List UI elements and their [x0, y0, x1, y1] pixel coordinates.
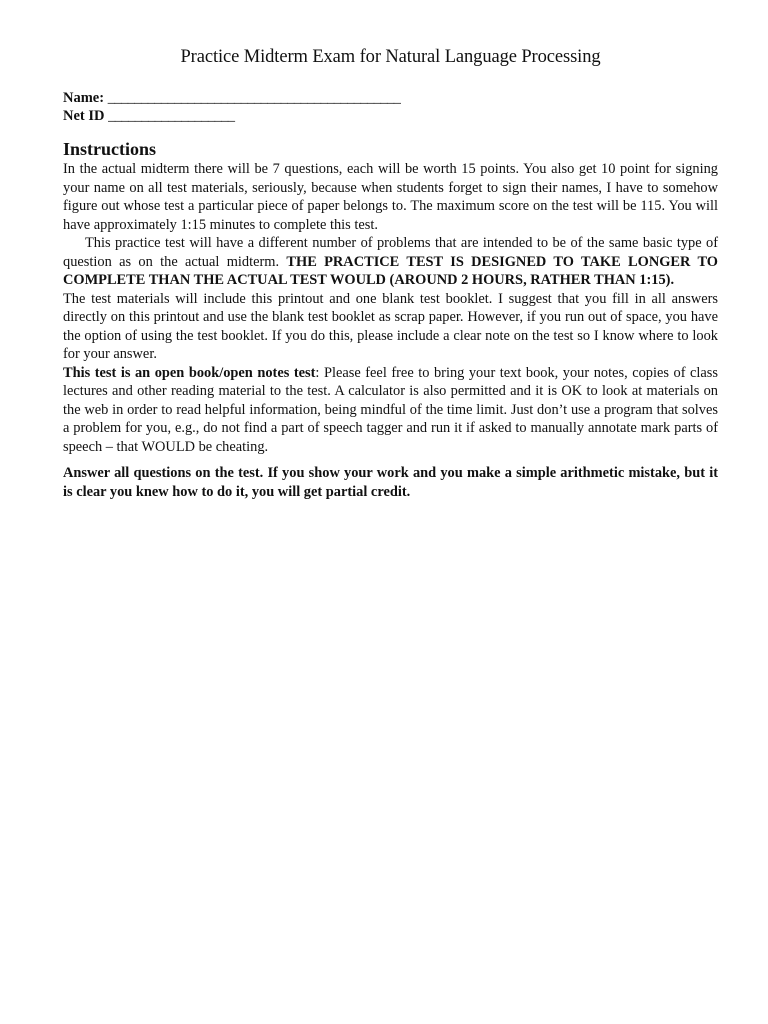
instructions-paragraph-4 — [63, 364, 718, 457]
paragraph-4-emphasis: This test is an open book/open notes test — [63, 364, 316, 381]
instructions-paragraph-5 — [63, 464, 718, 501]
instructions-heading: Instructions — [63, 139, 157, 159]
document-title: Practice Midterm Exam for Natural Language Processing — [180, 47, 601, 67]
name-blank-line: ____________________________________________ — [107, 90, 401, 106]
netid-blank-line: ___________________ — [108, 108, 235, 124]
name-field — [63, 89, 400, 107]
netid-field — [63, 107, 234, 125]
paragraph-4-text: : Please feel free to bring your text book, your notes, copies of class lectures and other reading material to the test. A calculator is also permitted and it is OK to look at materials on the web in order to read helpful information, being mindful of the time limit. Just don’t use a program that solves a problem for you, e.g., do not find a part of speech tagger and run it if asked to manually annotate mark parts of speech – that WOULD be cheating. — [63, 364, 718, 455]
name-label: Name: — [63, 90, 105, 106]
paragraph-5-emphasis: Answer all questions on the test. If you show your work and you make a simple arithmetic mistake, but it is clear you knew how to do it, you will get partial credit. — [63, 465, 718, 500]
instructions-paragraph-3: The test materials will include this printout and one blank test booklet. I suggest that you fill in all answers directly on this printout and use the blank test booklet as scrap paper. However, if you run out of space, you have the option of using the test booklet. If you do this, please include a clear note on the test so I know where to look for your answer. — [63, 290, 718, 362]
netid-label: Net ID — [63, 108, 105, 124]
paragraph-2-emphasis: THE PRACTICE TEST IS DESIGNED TO TAKE LONGER TO COMPLETE THAN THE ACTUAL TEST WOULD (AROUND 2 HOURS, RATHER THAN 1:15). — [63, 253, 718, 288]
paragraph-2-text: This practice test will have a different number of problems that are intended to be of the same basic type of question as on the actual midterm. — [63, 235, 718, 270]
instructions-body — [63, 160, 718, 501]
instructions-paragraph-2 — [63, 234, 718, 290]
instructions-paragraph-1: In the actual midterm there will be 7 questions, each will be worth 15 points. You also get 10 point for signing your name on all test materials, seriously, because when students forget to sign their names, I have to somehow figure out whose test a particular piece of paper belongs to. The maximum score on the test will be 115. You will have approximately 1:15 minutes to complete this test. — [63, 161, 718, 233]
